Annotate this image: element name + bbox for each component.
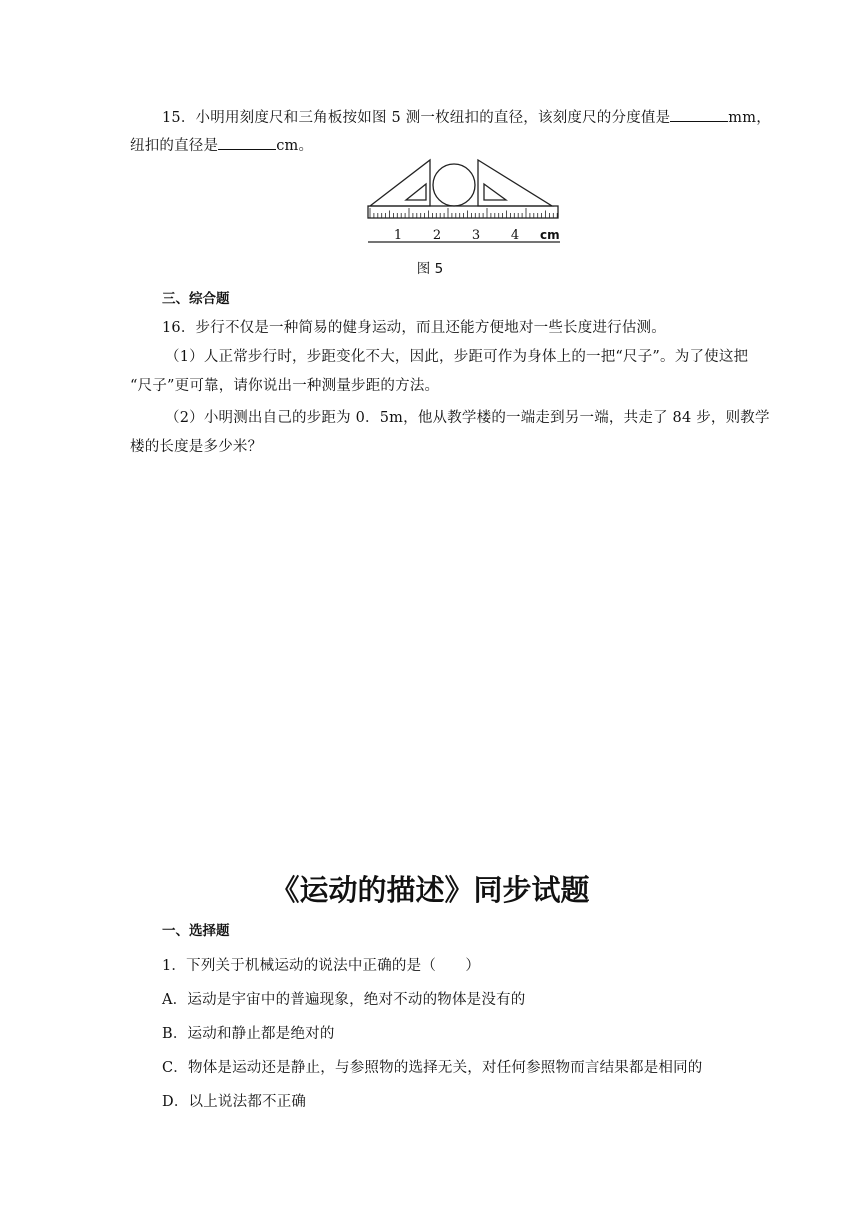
left-triangle-ruler (370, 160, 430, 206)
figure-caption: 图 5 (416, 261, 444, 277)
question-16-part-2: （2）小明测出自己的步距为 0．5m，他从教学楼的一端走到另一端，共走了 84 步，则教学 (165, 410, 770, 426)
right-triangle-hole (484, 184, 506, 200)
question-15-text: 15．小明用刻度尺和三角板按如图 5 测一枚纽扣的直径，该刻度尺的分度值是 (162, 110, 671, 126)
answer-blank-division-value[interactable] (670, 107, 728, 122)
question-15-line-2 (130, 135, 313, 156)
question-16-part-2-cont: 楼的长度是多少米？ (130, 439, 263, 455)
question-16-stem: 16．步行不仅是一种简易的健身运动，而且还能方便地对一些长度进行估测。 (162, 320, 666, 336)
question-16-part-1: （1）人正常步行时，步距变化不大，因此，步距可作为身体上的一把“尺子”。为了使这把 (165, 349, 749, 365)
unit-cm: cm。 (276, 138, 314, 154)
section-heading-comprehensive: 三、综合题 (162, 291, 230, 307)
left-triangle-hole (406, 184, 426, 200)
question-15-text-cont: 纽扣的直径是 (130, 138, 219, 154)
question-16-part-1-cont: “尺子”更可靠，请你说出一种测量步距的方法。 (130, 378, 440, 394)
section-heading-multiple-choice: 一、选择题 (162, 923, 230, 939)
right-triangle-ruler (478, 160, 552, 206)
tick-label: 4 (510, 228, 520, 243)
option-b[interactable]: B．运动和静止都是绝对的 (162, 1026, 335, 1042)
document-title: 《运动的描述》同步试题 (270, 873, 590, 907)
unit-label: cm (540, 228, 560, 242)
button-circle (433, 164, 475, 206)
tick-label: 1 (393, 228, 403, 243)
tick-label: 2 (432, 228, 442, 243)
option-d[interactable]: D．以上说法都不正确 (162, 1094, 307, 1110)
option-c[interactable]: C．物体是运动还是静止，与参照物的选择无关，对任何参照物而言结果都是相同的 (162, 1060, 703, 1076)
question-15-line-1 (162, 107, 771, 128)
option-a[interactable]: A．运动是宇宙中的普遍现象，绝对不动的物体是没有的 (162, 992, 526, 1008)
unit-mm: mm， (728, 110, 771, 126)
ruler-triangle-button-figure (366, 158, 562, 250)
question-1-stem: 1．下列关于机械运动的说法中正确的是（ ） (162, 958, 481, 974)
tick-label: 3 (471, 228, 481, 243)
ruler-ticks (370, 208, 557, 218)
answer-blank-diameter[interactable] (218, 135, 276, 150)
